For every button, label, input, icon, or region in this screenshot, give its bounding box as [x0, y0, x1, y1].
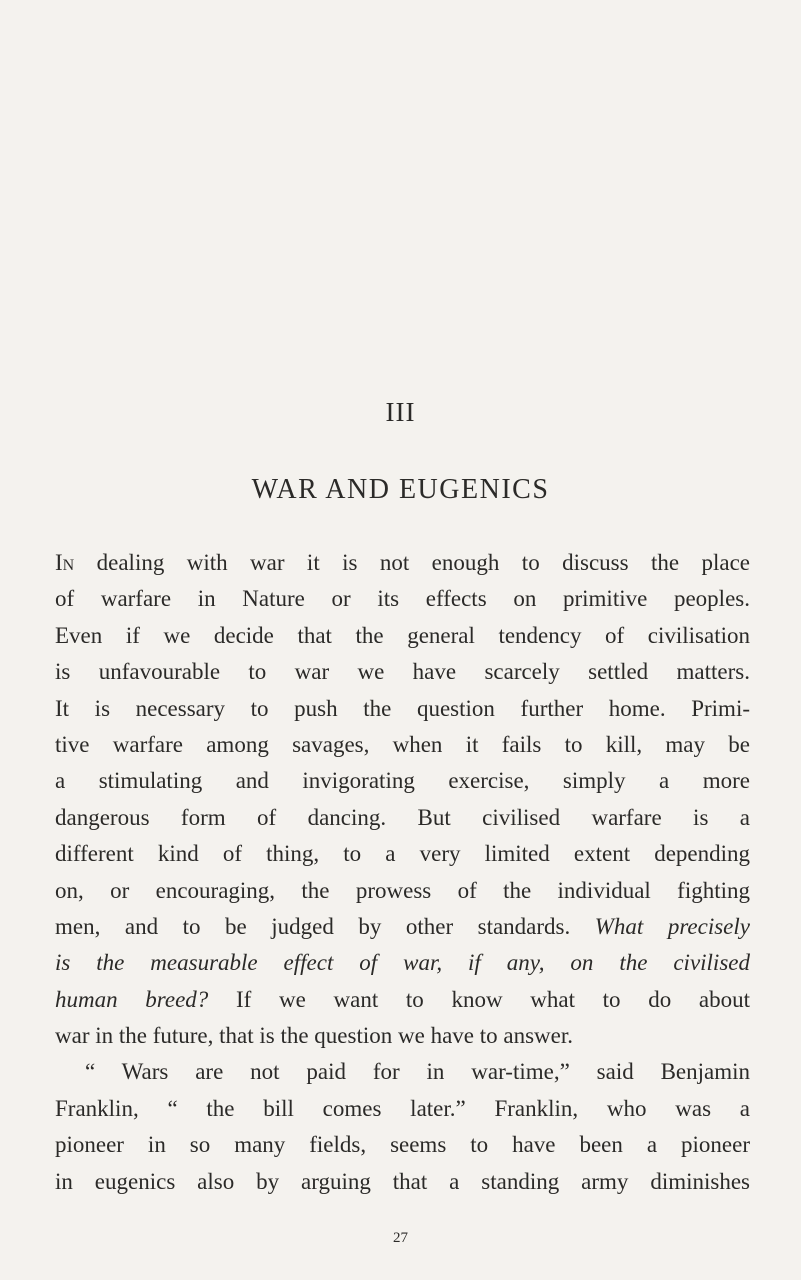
- italic-text: human breed?: [55, 986, 209, 1012]
- opening-word: In: [55, 550, 75, 575]
- text-line: a stimulating and invigorating exercise, simply a more: [55, 768, 750, 794]
- text-line: “ Wars are not paid for in war-time,” said Benjamin: [85, 1059, 750, 1085]
- text-line: tive warfare among savages, when it fails to kill, may be: [55, 731, 750, 757]
- chapter-title: WAR AND EUGENICS: [251, 474, 550, 505]
- text-line: different kind of thing, to a very limited extent depending: [55, 841, 750, 867]
- text-line: of warfare in Nature or its effects on primitive peoples.: [55, 586, 750, 612]
- body-text: [55, 545, 750, 1200]
- chapter-number: III: [385, 397, 416, 427]
- text-line: is the measurable effect of war, if any, on the civilised: [55, 950, 750, 976]
- text-line: Franklin, “ the bill comes later.” Franklin, who was a: [55, 1095, 750, 1121]
- line-text: If we want to know what to do about: [208, 986, 751, 1012]
- line-text: dealing with war it is not enough to discuss the place: [74, 550, 750, 575]
- line-text: men, and to be judged by other standards.: [55, 913, 595, 939]
- text-line: pioneer in so many fields, seems to have been a pioneer: [55, 1132, 750, 1158]
- text-line: [55, 545, 750, 581]
- text-line: is unfavourable to war we have scarcely settled matters.: [55, 659, 750, 685]
- text-line: in eugenics also by arguing that a standing army diminishes: [55, 1168, 750, 1194]
- text-line: [55, 909, 750, 945]
- page-number: 27: [393, 1230, 408, 1246]
- text-line: Even if we decide that the general tendency of civilisation: [55, 622, 750, 648]
- text-line: war in the future, that is the question we have to answer.: [55, 1023, 573, 1049]
- text-line: [55, 982, 750, 1018]
- text-line: It is necessary to push the question further home. Primi-: [55, 695, 750, 721]
- text-line: dangerous form of dancing. But civilised warfare is a: [55, 804, 750, 830]
- text-line: on, or encouraging, the prowess of the individual fighting: [55, 877, 750, 903]
- italic-text: What precisely: [594, 913, 750, 939]
